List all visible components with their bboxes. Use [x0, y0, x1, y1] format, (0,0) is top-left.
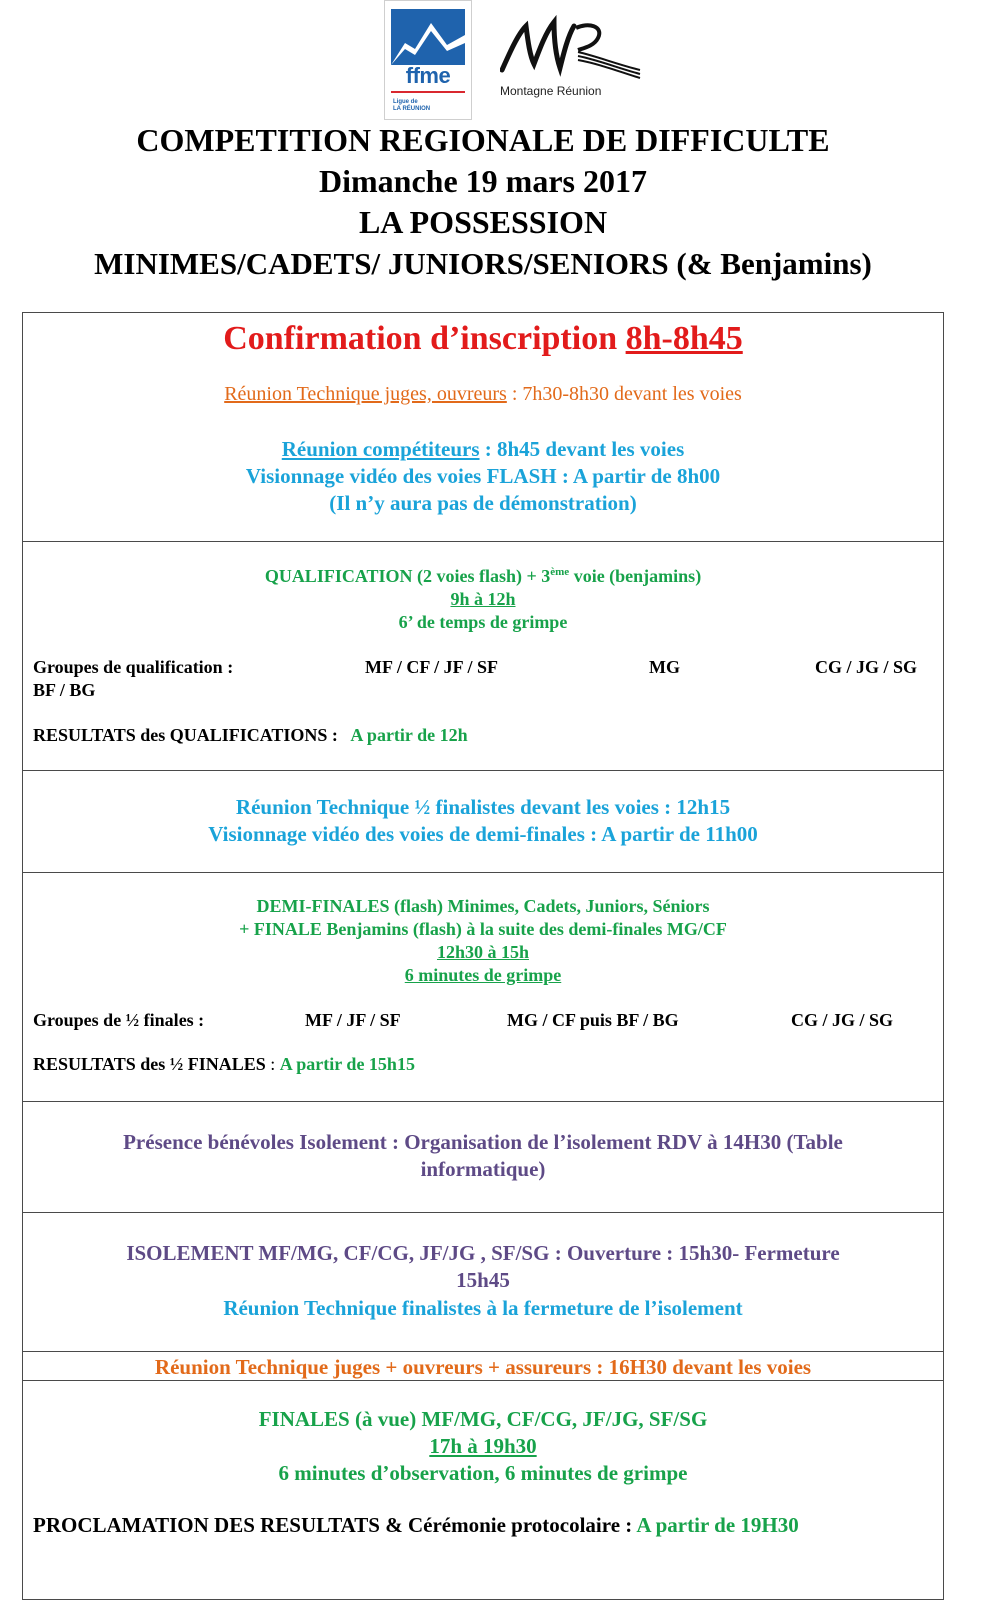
reunion-competiteurs-line: Réunion compétiteurs : 8h45 devant les voies: [281, 437, 685, 461]
isolement-line-1: ISOLEMENT MF/MG, CF/CG, JF/JG , SF/SG : Ouverture : 15h30- Fermeture: [126, 1241, 840, 1265]
qualification-grimpe: 6’ de temps de grimpe: [398, 612, 568, 632]
qualification-group-2: MG: [649, 657, 680, 677]
demi-group-1: MF / JF / SF: [305, 1010, 401, 1030]
confirmation-heading: Confirmation d’inscription 8h-8h45: [223, 320, 743, 357]
box-isolement: [22, 1212, 944, 1352]
qualification-group-1: MF / CF / JF / SF: [365, 657, 498, 677]
finale-benjamins-line: + FINALE Benjamins (flash) à la suite des demi-finales MG/CF: [239, 919, 727, 939]
benevoles-line-1: Présence bénévoles Isolement : Organisation de l’isolement RDV à 14H30 (Table: [123, 1130, 843, 1154]
isolement-line-2: 15h45: [456, 1268, 510, 1292]
qualification-time: 9h à 12h: [450, 589, 516, 609]
reunion-demi-line: Réunion Technique ½ finalistes devant les voies : 12h15: [235, 795, 731, 819]
box-benevoles: [22, 1101, 944, 1213]
box-reunion-juges-finale: [22, 1351, 944, 1381]
box-confirmation: [22, 312, 944, 542]
qualification-groups-label: Groupes de qualification :: [33, 657, 234, 677]
finales-time: 17h à 19h30: [429, 1434, 537, 1458]
title-line-3: LA POSSESSION: [358, 204, 608, 240]
reunion-finalistes-line: Réunion Technique finalistes à la fermeture de l’isolement: [223, 1296, 743, 1320]
finales-durations: 6 minutes d’observation, 6 minutes de grimpe: [278, 1461, 688, 1485]
qualification-title: QUALIFICATION (2 voies flash) + 3ème voie (benjamins): [264, 566, 702, 586]
reunion-juges-finale-line: Réunion Technique juges + ouvreurs + assureurs : 16H30 devant les voies: [154, 1355, 812, 1379]
qualification-results: RESULTATS des QUALIFICATIONS : A partir de 12h: [33, 725, 468, 745]
demi-finales-time: 12h30 à 15h: [436, 942, 530, 962]
demi-results: RESULTATS des ½ FINALES : A partir de 15h15: [33, 1054, 415, 1074]
box-reunion-demi: [22, 770, 944, 873]
title-line-1: COMPETITION REGIONALE DE DIFFICULTE: [136, 122, 830, 158]
demi-groups-label: Groupes de ½ finales :: [33, 1010, 205, 1030]
video-flash-line: Visionnage vidéo des voies FLASH : A partir de 8h00: [245, 464, 721, 488]
demi-finales-grimpe: 6 minutes de grimpe: [404, 965, 562, 985]
montagne-reunion-logo: [500, 12, 660, 112]
reunion-juges-line: Réunion Technique juges, ouvreurs : 7h30-8h30 devant les voies: [224, 383, 742, 405]
benevoles-line-2: informatique): [420, 1157, 546, 1181]
box-demi-finales: [22, 872, 944, 1102]
ffme-logo-name: ffme: [405, 63, 451, 88]
no-demo-line: (Il n’y aura pas de démonstration): [329, 491, 637, 515]
qualification-group-4: BF / BG: [33, 680, 96, 700]
montagne-reunion-caption: Montagne Réunion: [500, 84, 602, 98]
demi-group-2: MG / CF puis BF / BG: [507, 1010, 679, 1030]
finales-title: FINALES (à vue) MF/MG, CF/CG, JF/JG, SF/SG: [258, 1407, 708, 1431]
demi-group-3: CG / JG / SG: [791, 1010, 894, 1030]
video-demi-line: Visionnage vidéo des voies de demi-finales : A partir de 11h00: [208, 822, 758, 846]
title-line-2: Dimanche 19 mars 2017: [319, 163, 647, 199]
box-finales: [22, 1380, 944, 1600]
mountain-icon: [391, 9, 465, 65]
title-line-4: MINIMES/CADETS/ JUNIORS/SENIORS (& Benjamins): [94, 246, 872, 281]
demi-finales-title: DEMI-FINALES (flash) Minimes, Cadets, Juniors, Séniors: [256, 896, 710, 916]
page-title: [0, 120, 966, 284]
qualification-group-3: CG / JG / SG: [815, 657, 918, 677]
ffme-logo-divider: [391, 91, 465, 93]
box-qualification: [22, 541, 944, 771]
ffme-logo-subtitle: Ligue de LA RÉUNION: [393, 99, 431, 112]
proclamation-line: PROCLAMATION DES RESULTATS & Cérémonie protocolaire : A partir de 19H30: [33, 1513, 799, 1537]
mr-monogram-icon: [500, 12, 660, 84]
ffme-logo: [384, 0, 472, 120]
